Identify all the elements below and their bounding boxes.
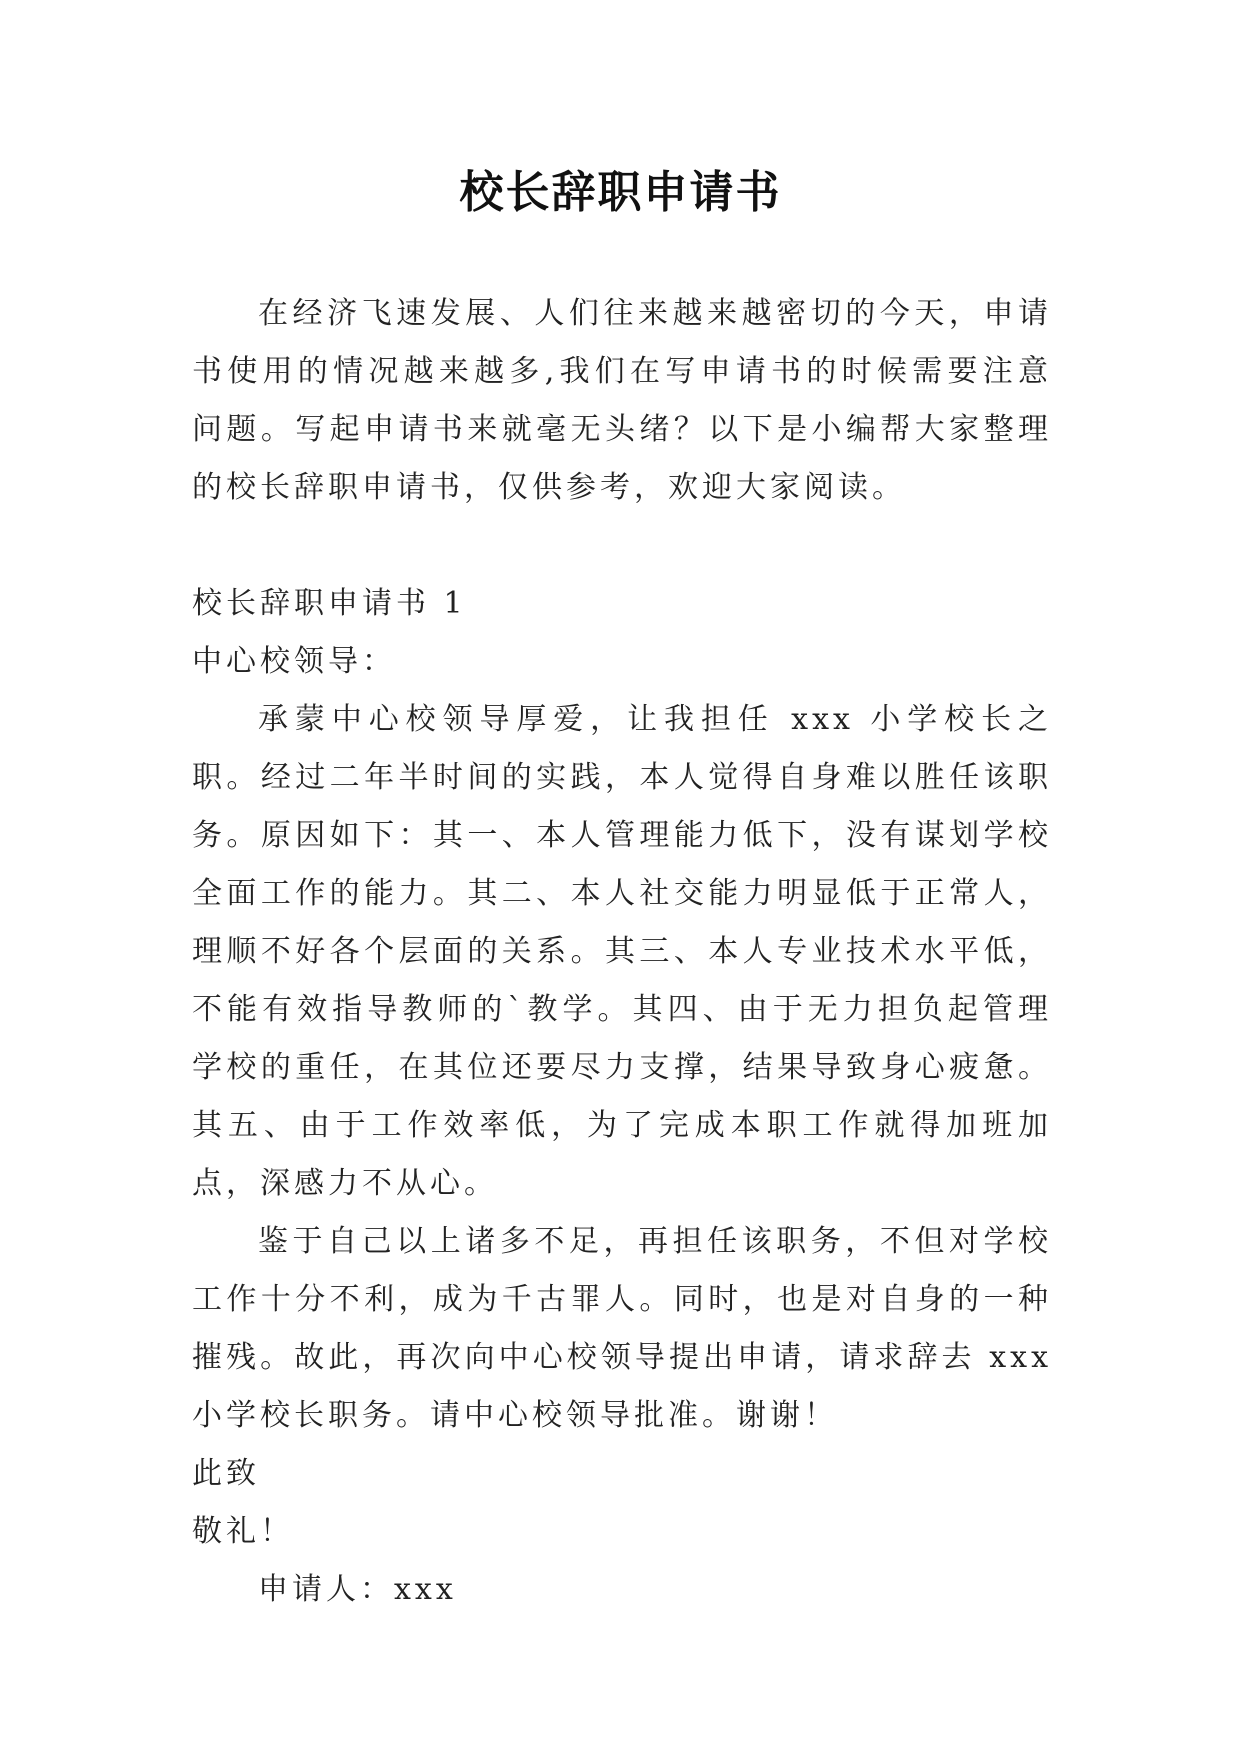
intro-paragraph: 在经济飞速发展、人们往来越来越密切的今天，申请书使用的情况越来越多,我们在写申请书的时候需要注意问题。写起申请书来就毫无头绪？以下是小编帮大家整理的校长辞职申请书，仅供参考，欢迎大家阅读。 <box>192 296 1052 505</box>
document-body <box>192 285 1052 1619</box>
body-paragraph-2: 鉴于自己以上诸多不足，再担任该职务，不但对学校工作十分不利，成为千古罪人。同时，也是对自身的一种摧残。故此，再次向中心校领导提出申请，请求辞去 xxx 小学校长职务。请中心校领导批准。谢谢！ <box>192 1224 1052 1433</box>
section-heading: 校长辞职申请书 1 <box>192 586 467 621</box>
paragraph-spacer <box>192 517 1052 575</box>
signature-line: 申请人：xxx <box>258 1572 457 1607</box>
closing-line-2: 敬礼！ <box>192 1514 294 1549</box>
document-title: 校长辞职申请书 <box>459 167 782 218</box>
body-paragraph-1: 承蒙中心校领导厚爱，让我担任 xxx 小学校长之职。经过二年半时间的实践，本人觉得自身难以胜任该职务。原因如下：其一、本人管理能力低下，没有谋划学校全面工作的能力。其二、本人社交能力明显低于正常人，理顺不好各个层面的关系。其三、本人专业技术水平低，不能有效指导教师的`教学。其四、由于无力担负起管理学校的重任，在其位还要尽力支撑，结果导致身心疲惫。其五、由于工作效率低，为了完成本职工作就得加班加点，深感力不从心。 <box>192 702 1052 1201</box>
closing-line-1: 此致 <box>192 1456 260 1491</box>
salutation: 中心校领导： <box>192 644 396 679</box>
